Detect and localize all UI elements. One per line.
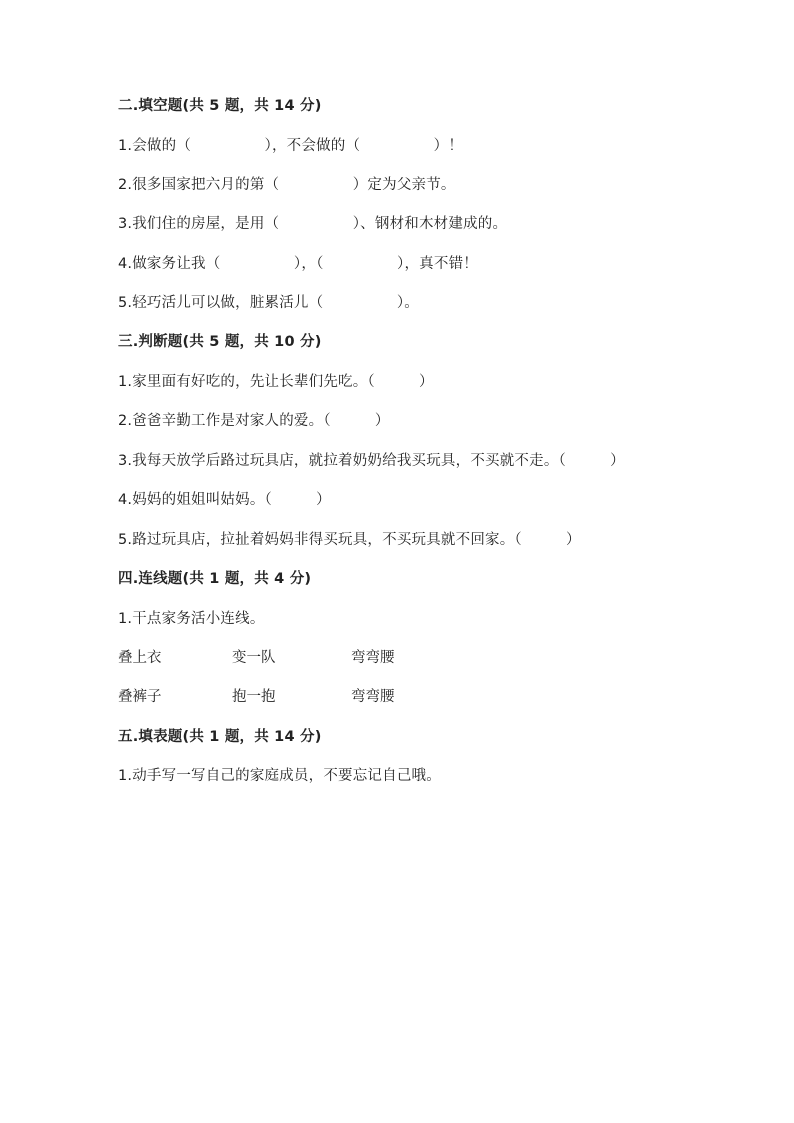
matching-question-1: 1.干点家务活小连线。 (118, 611, 265, 627)
matching-item-left-1: 叠上衣 (118, 650, 162, 666)
fill-blank-question-4: 4.做家务让我（ ），（ ），真不错！ (118, 256, 478, 272)
matching-item-middle-2: 抱一抱 (232, 689, 276, 705)
true-false-question-2: 2.爸爸辛勤工作是对家人的爱。（ ） (118, 413, 390, 429)
true-false-question-4: 4.妈妈的姐姐叫姑妈。（ ） (118, 492, 331, 508)
matching-item-left-2: 叠裤子 (118, 689, 162, 705)
section-heading-matching: 四.连线题(共 1 题，共 4 分) (118, 571, 312, 587)
fill-blank-question-3: 3.我们住的房屋，是用（ ）、钢材和木材建成的。 (118, 216, 508, 232)
fill-blank-question-5: 5.轻巧活儿可以做，脏累活儿（ ）。 (118, 295, 419, 311)
true-false-question-5: 5.路过玩具店，拉扯着妈妈非得买玩具，不买玩具就不回家。（ ） (118, 532, 581, 548)
matching-item-middle-1: 变一队 (232, 650, 276, 666)
matching-item-right-2: 弯弯腰 (351, 689, 395, 705)
section-heading-true-false: 三.判断题(共 5 题，共 10 分) (118, 334, 322, 350)
section-heading-table: 五.填表题(共 1 题，共 14 分) (118, 729, 322, 745)
matching-item-right-1: 弯弯腰 (351, 650, 395, 666)
table-question-1: 1.动手写一写自己的家庭成员，不要忘记自己哦。 (118, 768, 441, 784)
fill-blank-question-2: 2.很多国家把六月的第（ ）定为父亲节。 (118, 177, 456, 193)
true-false-question-3: 3.我每天放学后路过玩具店，就拉着奶奶给我买玩具，不买就不走。（ ） (118, 453, 625, 469)
true-false-question-1: 1.家里面有好吃的，先让长辈们先吃。（ ） (118, 374, 434, 390)
fill-blank-question-1: 1.会做的（ ），不会做的（ ）！ (118, 138, 464, 154)
section-heading-fill-blank: 二.填空题(共 5 题，共 14 分) (118, 98, 322, 114)
